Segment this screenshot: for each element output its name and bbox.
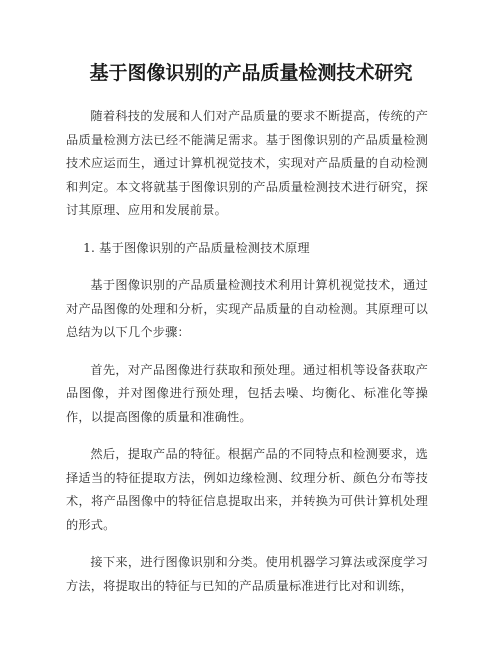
section-heading: 1. 基于图像识别的产品质量检测技术原理 [83, 240, 310, 255]
page-title: 基于图像识别的产品质量检测技术研究 [89, 62, 413, 84]
step-acquisition-paragraph: 首先，对产品图像进行获取和预处理。通过相机等设备获取产品图像，并对图像进行预处理，包括去噪、均衡化、标准化等操作，以提高图像的质量和准确性。 [66, 362, 428, 424]
step-recognition-paragraph: 接下来，进行图像识别和分类。使用机器学习算法或深度学习方法，将提取出的特征与已知的产品质量标准进行比对和训练， [66, 555, 428, 593]
document-body [66, 105, 428, 612]
intro-paragraph: 随着科技的发展和人们对产品质量的要求不断提高，传统的产品质量检测方法已经不能满足需求。基于图像识别的产品质量检测技术应运而生，通过计算机视觉技术，实现对产品质量的自动检测和判定。本文将就基于图像识别的产品质量检测技术进行研究，探讨其原理、应用和发展前景。 [66, 109, 428, 217]
step-feature-paragraph: 然后，提取产品的特征。根据产品的不同特点和检测要求，选择适当的特征提取方法，例如边缘检测、纹理分析、颜色分布等技术，将产品图像中的特征信息提取出来，并转换为可供计算机处理的形式。 [66, 447, 428, 532]
principle-paragraph: 基于图像识别的产品质量检测技术利用计算机视觉技术，通过对产品图像的处理和分析，实现产品质量的自动检测。其原理可以总结为以下几个步骤： [66, 278, 428, 339]
